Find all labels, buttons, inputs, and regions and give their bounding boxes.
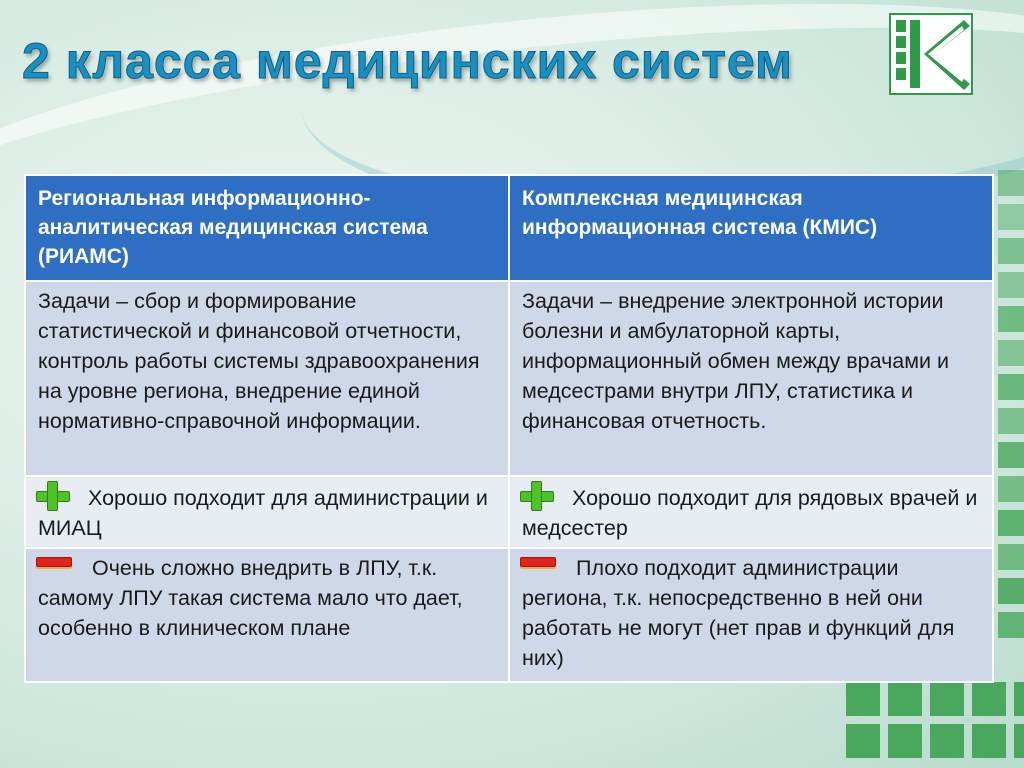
decor-squares-right	[994, 170, 1024, 670]
slide-title: 2 класса медицинских систем	[22, 33, 794, 89]
pro-cell-riams	[25, 476, 509, 548]
header-kmis: Комплексная медицинская информационная система (КМИС)	[509, 175, 993, 281]
tasks-kmis: Задачи – внедрение электронной истории болезни и амбулаторной карты, информационный обмен между врачами и медсестрами внутри ЛПУ, статистика и финансовая отчетность.	[509, 281, 993, 476]
con-riams: Очень сложно внедрить в ЛПУ, т.к. самому ЛПУ такая система мало что дает, особенно в клиническом плане	[38, 556, 463, 640]
con-cell-kmis	[509, 548, 993, 682]
table-row-cons	[25, 548, 993, 682]
pro-riams: Хорошо подходит для администрации и МИАЦ	[38, 486, 488, 540]
logo-k-icon	[888, 12, 974, 96]
table-row-tasks	[25, 281, 993, 476]
decor-squares-bottom	[840, 678, 1024, 768]
con-kmis: Плохо подходит администрации региона, т.к. непосредственно в ней они работать не могут (нет прав и функций для них)	[522, 556, 955, 670]
minus-icon	[520, 557, 556, 567]
plus-icon	[36, 481, 70, 511]
table-header-row	[25, 175, 993, 281]
comparison-table	[24, 174, 994, 683]
pro-kmis: Хорошо подходит для рядовых врачей и медсестер	[522, 486, 978, 540]
pro-cell-kmis	[509, 476, 993, 548]
plus-icon	[520, 481, 554, 511]
con-cell-riams	[25, 548, 509, 682]
minus-icon	[36, 557, 72, 567]
tasks-riams: Задачи – сбор и формирование статистической и финансовой отчетности, контроль работы системы здравоохранения на уровне региона, внедрение единой нормативно-справочной информации.	[25, 281, 509, 476]
header-riams: Региональная информационно-аналитическая медицинская система (РИАМС)	[25, 175, 509, 281]
table-row-pros	[25, 476, 993, 548]
